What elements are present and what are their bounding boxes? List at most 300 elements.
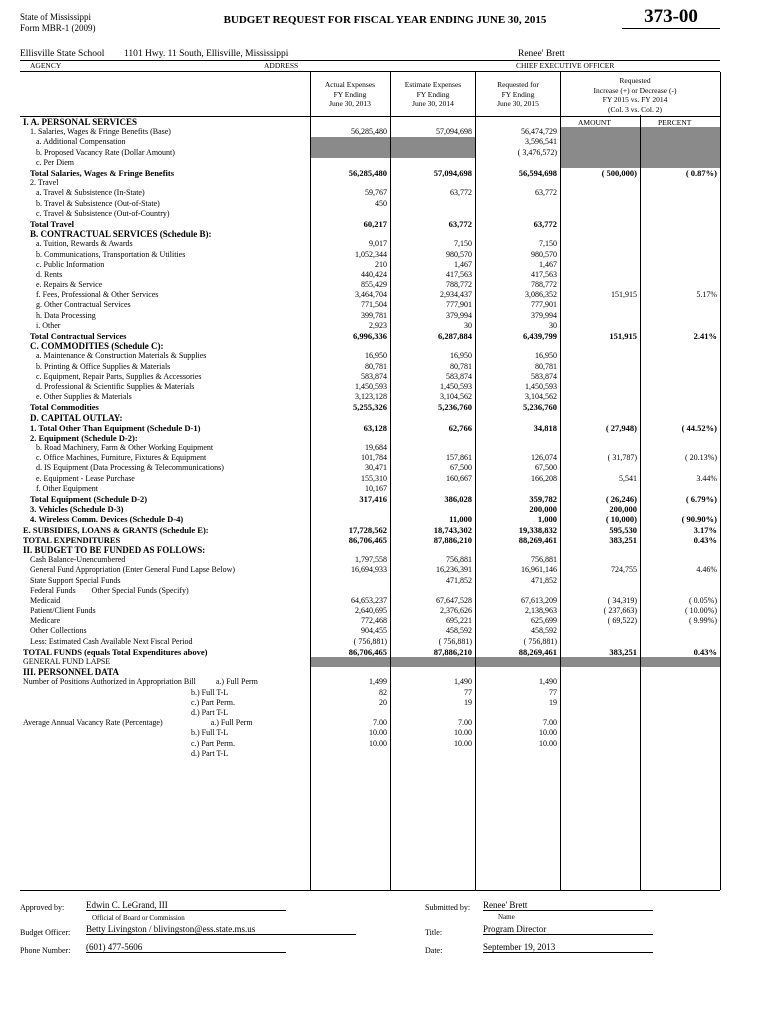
change-percent: 5.17% [696, 290, 717, 300]
change-percent: ( 6.79%) [685, 494, 717, 505]
actual-2013: 3,123,128 [355, 392, 387, 402]
table-row [20, 260, 720, 270]
requested-2015: 67,613,209 [521, 595, 557, 605]
change-amount [560, 117, 640, 127]
form-id: Form MBR-1 (2009) [20, 23, 96, 33]
table-row [20, 158, 720, 168]
actual-2013 [310, 667, 390, 677]
row-label: f. Fees, Professional & Other Services [36, 290, 159, 300]
row-label: a. Additional Compensation [36, 137, 126, 147]
estimate-2014: 583,874 [446, 371, 472, 381]
row-label: b. Printing & Office Supplies & Materials [36, 361, 171, 371]
requested-2015: 166,208 [531, 473, 557, 483]
requested-2015: 63,772 [533, 218, 557, 229]
actual-2013: 7.00 [373, 718, 387, 728]
estimate-2014: 67,647,528 [436, 595, 472, 605]
actual-2013 [310, 158, 390, 168]
change-amount [560, 249, 640, 259]
requested-2015 [475, 412, 560, 422]
title-label: Title: [425, 928, 443, 937]
state-name: State of Mississippi [20, 12, 92, 22]
estimate-2014 [390, 667, 475, 677]
row-label: 1. Salaries, Wages & Fringe Benefits (Base) [30, 127, 171, 137]
requested-2015: 625,699 [531, 616, 557, 626]
change-percent [640, 637, 720, 647]
table-row [20, 351, 720, 361]
actual-2013: 399,781 [361, 310, 387, 320]
change-amount [560, 199, 640, 209]
table-row [20, 290, 720, 300]
requested-2015: 1,490 [539, 677, 557, 687]
actual-2013: 10.00 [369, 728, 387, 738]
table-row [20, 606, 720, 616]
actual-2013: 16,694,933 [351, 565, 387, 575]
row-label: 3. Vehicles (Schedule D-3) [30, 504, 124, 515]
requested-2015: ( 756,881) [523, 636, 557, 646]
requested-2015: 756,881 [531, 555, 557, 565]
change-percent [640, 667, 720, 677]
actual-2013: 440,424 [361, 269, 387, 279]
change-percent: 2.41% [693, 331, 717, 342]
estimate-2014: 386,028 [444, 494, 472, 505]
change-percent [640, 749, 720, 759]
row-label: 2. Travel [30, 178, 59, 188]
estimate-2014: 16,950 [450, 351, 472, 361]
change-amount: ( 500,000) [601, 168, 637, 179]
row-label: b. Road Machinery, Farm & Other Working Equipment [36, 443, 214, 453]
requested-2015: 19 [549, 697, 557, 707]
change-percent: ( 44.52%) [681, 422, 717, 433]
change-percent [640, 229, 720, 239]
name-label: Name [498, 913, 515, 921]
table-row [20, 117, 720, 127]
submitter-title: Program Director [483, 924, 653, 935]
actual-2013 [310, 545, 390, 555]
estimate-2014 [390, 229, 475, 239]
agency-address: 1101 Hwy. 11 South, Ellisville, Mississippi [124, 49, 289, 59]
table-row [20, 718, 720, 728]
row-label: E. SUBSIDIES, LOANS & GRANTS (Schedule E): [23, 524, 209, 535]
requested-2015 [475, 341, 560, 351]
actual-2013: 583,874 [361, 371, 387, 381]
estimate-2014 [390, 117, 475, 127]
table-row [20, 677, 720, 687]
change-amount: ( 27,948) [605, 422, 637, 433]
row-label: e. Repairs & Service [36, 280, 103, 290]
change-percent [640, 555, 720, 565]
actual-2013: 772,468 [361, 616, 387, 626]
table-row [20, 626, 720, 636]
actual-2013 [310, 586, 390, 596]
actual-2013: 101,784 [361, 453, 387, 463]
row-label: e. Equipment - Lease Purchase [36, 473, 135, 483]
row-label: a. Maintenance & Construction Materials & Supplies [36, 351, 207, 361]
requested-2015: 3,596,541 [525, 137, 557, 147]
change-amount [560, 667, 640, 677]
table-row [20, 514, 720, 524]
change-percent [640, 586, 720, 596]
requested-2015: 359,782 [529, 494, 557, 505]
table-row [20, 596, 720, 606]
row-label: 4. Wireless Comm. Devices (Schedule D-4) [30, 514, 184, 525]
actual-2013: 904,455 [361, 626, 387, 636]
actual-2013: 30,471 [365, 463, 387, 473]
table-row [20, 412, 720, 422]
approved-label: Approved by: [20, 903, 65, 912]
row-label: f. Other Equipment [36, 483, 98, 493]
change-percent [640, 280, 720, 290]
change-amount: 151,915 [609, 331, 637, 342]
table-row [20, 229, 720, 239]
requested-2015: 10.00 [539, 738, 557, 748]
estimate-2014: 10.00 [454, 738, 472, 748]
estimate-2014 [390, 341, 475, 351]
estimate-2014: 77 [464, 687, 472, 697]
actual-2013: 56,285,480 [348, 168, 387, 179]
change-percent [640, 148, 720, 158]
actual-2013: 10.00 [369, 738, 387, 748]
phone-label: Phone Number: [20, 946, 71, 955]
actual-2013 [310, 412, 390, 422]
change-percent [640, 270, 720, 280]
requested-2015: 1,450,593 [525, 381, 557, 391]
row-label: b. Travel & Subsistence (Out-of-State) [36, 198, 160, 208]
estimate-2014: 1,490 [454, 677, 472, 687]
change-amount [560, 626, 640, 636]
change-amount: 383,251 [609, 534, 637, 545]
table-row [20, 647, 720, 657]
change-percent [640, 677, 720, 687]
table-row [20, 453, 720, 463]
row-label: D. CAPITAL OUTLAY: [30, 412, 123, 423]
change-percent: 0.43% [693, 646, 717, 657]
row-label: Total Contractual Services [30, 331, 127, 342]
row-label: State Support Special Funds [30, 575, 121, 585]
change-percent [640, 575, 720, 585]
table-row [20, 423, 720, 433]
requested-2015 [475, 158, 560, 168]
change-amount [560, 718, 640, 728]
table-row [20, 331, 720, 341]
actual-2013: 3,464,704 [355, 290, 387, 300]
row-label: Total Commodities [30, 402, 99, 413]
estimate-2014 [390, 412, 475, 422]
phone-number: (601) 477-5606 [86, 942, 286, 953]
change-percent [640, 402, 720, 412]
actual-2013 [310, 148, 390, 158]
actual-2013: 450 [375, 198, 387, 208]
table-row [20, 738, 720, 748]
table-row [20, 565, 720, 575]
row-label: B. CONTRACTUAL SERVICES (Schedule B): [30, 229, 212, 240]
change-amount [560, 392, 640, 402]
change-percent [640, 392, 720, 402]
change-percent [640, 351, 720, 361]
date-label: Date: [425, 946, 443, 955]
official-label: Official of Board or Commission [92, 914, 185, 922]
table-row [20, 392, 720, 402]
estimate-2014: 2,934,437 [440, 290, 472, 300]
change-percent [640, 463, 720, 473]
row-label: b. Communications, Transportation & Utilities [36, 249, 186, 259]
change-percent [640, 372, 720, 382]
requested-2015: 16,950 [535, 351, 557, 361]
change-percent [640, 443, 720, 453]
actual-2013: 80,781 [365, 361, 387, 371]
change-percent [640, 545, 720, 555]
change-amount: ( 10,000) [605, 514, 637, 525]
row-label: Federal Funds Other Special Funds (Specify) [30, 585, 189, 595]
estimate-2014 [390, 137, 475, 147]
actual-2013: 17,728,562 [348, 524, 387, 535]
actual-2013: 1,797,558 [355, 555, 387, 565]
change-percent [640, 260, 720, 270]
table-row [20, 199, 720, 209]
row-label: c. Travel & Subsistence (Out-of-Country) [36, 208, 170, 218]
change-amount: ( 69,522) [607, 616, 637, 626]
table-row [20, 300, 720, 310]
requested-2015: 7,150 [539, 239, 557, 249]
actual-2013: 60,217 [363, 218, 387, 229]
actual-2013: 19,684 [365, 443, 387, 453]
percent-header: PERCENT [658, 118, 692, 127]
actual-2013: 317,416 [359, 494, 387, 505]
requested-2015: 19,338,832 [518, 524, 557, 535]
change-amount: ( 26,246) [605, 494, 637, 505]
estimate-2014: 471,852 [446, 575, 472, 585]
requested-2015: 200,000 [529, 504, 557, 515]
row-label: h. Data Processing [36, 310, 96, 320]
row-label: Medicare [30, 616, 61, 626]
change-amount [560, 280, 640, 290]
change-amount [560, 677, 640, 687]
form-number: 373-00 [622, 6, 720, 29]
row-label: Less: Estimated Cash Available Next Fiscal Period [30, 636, 193, 646]
table-row [20, 525, 720, 535]
table-row [20, 484, 720, 494]
row-label: c.) Part Perm. [23, 738, 235, 748]
estimate-2014: 417,563 [446, 269, 472, 279]
table-row [20, 137, 720, 147]
requested-2015: 3,104,562 [525, 392, 557, 402]
table-row [20, 382, 720, 392]
actual-2013: 63,128 [363, 422, 387, 433]
change-amount [560, 260, 640, 270]
estimate-2014 [390, 209, 475, 219]
requested-2015 [475, 708, 560, 718]
estimate-2014 [390, 657, 475, 667]
approved-by: Edwin C. LeGrand, III [86, 900, 286, 911]
estimate-2014: 62,766 [448, 422, 472, 433]
actual-2013: 771,504 [361, 300, 387, 310]
col-estimate-header: Estimate Expenses FY Ending June 30, 2014 [404, 80, 462, 108]
budget-officer: Betty Livingston / blivingston@ess.state.ms.us [86, 924, 356, 935]
change-percent [640, 728, 720, 738]
estimate-2014: ( 756,881) [438, 636, 472, 646]
requested-2015: 30 [549, 320, 557, 330]
change-amount [560, 178, 640, 188]
change-amount [560, 158, 640, 168]
table-row [20, 555, 720, 565]
actual-2013: 86,706,465 [348, 646, 387, 657]
estimate-2014 [390, 178, 475, 188]
estimate-2014: 18,743,302 [433, 524, 472, 535]
estimate-2014 [390, 749, 475, 759]
estimate-2014 [390, 708, 475, 718]
actual-2013: 16,950 [365, 351, 387, 361]
requested-2015: 980,570 [531, 249, 557, 259]
change-amount [560, 382, 640, 392]
requested-2015: 88,269,461 [518, 646, 557, 657]
row-label: a. Tuition, Rewards & Awards [36, 239, 133, 249]
table-row [20, 249, 720, 259]
estimate-2014: 57,094,698 [433, 168, 472, 179]
table-row [20, 127, 720, 137]
change-percent [640, 209, 720, 219]
row-label: Average Annual Vacancy Rate (Percentage) a.) Full Perm [23, 718, 253, 728]
ceo-label: CHIEF EXECUTIVE OFFICER [516, 61, 615, 70]
actual-2013 [310, 433, 390, 443]
row-label: c. Equipment, Repair Parts, Supplies & Accessories [36, 371, 202, 381]
change-percent [640, 688, 720, 698]
requested-2015: 63,772 [535, 188, 557, 198]
requested-2015: 77 [549, 687, 557, 697]
table-row [20, 341, 720, 351]
change-percent [640, 708, 720, 718]
budget-table [20, 117, 720, 759]
table-row [20, 178, 720, 188]
row-label: e. Other Supplies & Materials [36, 392, 132, 402]
requested-2015: 6,439,799 [523, 331, 557, 342]
requested-2015 [475, 484, 560, 494]
col-change-header: Requested Increase (+) or Decrease (-) FY 2015 vs. FY 2014 (Col. 3 vs. Col. 2) [593, 76, 677, 114]
estimate-2014: 7,150 [454, 239, 472, 249]
change-amount: ( 31,787) [607, 453, 637, 463]
table-row [20, 545, 720, 555]
change-percent [640, 341, 720, 351]
row-label: c.) Part Perm. [23, 697, 235, 707]
change-percent [640, 249, 720, 259]
requested-2015: 56,594,698 [518, 168, 557, 179]
requested-2015 [475, 433, 560, 443]
table-row [20, 586, 720, 596]
row-label: i. Other [36, 320, 61, 330]
change-amount [560, 688, 640, 698]
change-amount [560, 229, 640, 239]
row-label: b. Proposed Vacancy Rate (Dollar Amount) [36, 147, 175, 157]
change-percent: ( 90.90%) [681, 514, 717, 525]
row-label: g. Other Contractual Services [36, 300, 131, 310]
table-row [20, 637, 720, 647]
estimate-2014: 67,500 [450, 463, 472, 473]
change-amount [560, 708, 640, 718]
requested-2015 [475, 199, 560, 209]
estimate-2014 [390, 199, 475, 209]
submitted-by: Renee' Brett [483, 900, 653, 911]
change-amount [560, 412, 640, 422]
actual-2013 [310, 229, 390, 239]
estimate-2014: 6,287,884 [438, 331, 472, 342]
estimate-2014 [390, 484, 475, 494]
change-amount [560, 137, 640, 147]
change-amount [560, 372, 640, 382]
actual-2013: 59,767 [365, 188, 387, 198]
estimate-2014: 1,467 [454, 259, 472, 269]
estimate-2014: 157,861 [446, 453, 472, 463]
change-amount [560, 484, 640, 494]
change-amount [560, 433, 640, 443]
change-percent: 3.17% [693, 524, 717, 535]
row-label: Other Collections [30, 626, 87, 636]
estimate-2014: 160,667 [446, 473, 472, 483]
change-percent [640, 626, 720, 636]
change-percent [640, 321, 720, 331]
actual-2013: 155,310 [361, 473, 387, 483]
change-percent [640, 484, 720, 494]
table-row [20, 209, 720, 219]
actual-2013: ( 756,881) [353, 636, 387, 646]
change-percent [640, 698, 720, 708]
requested-2015: 1,467 [539, 259, 557, 269]
amount-header: AMOUNT [578, 118, 611, 127]
row-label: TOTAL FUNDS (equals Total Expenditures above) [23, 646, 208, 657]
change-amount [560, 321, 640, 331]
change-amount: 724,755 [611, 565, 637, 575]
col-requested-header: Requested for FY Ending June 30, 2015 [497, 80, 539, 108]
change-amount [560, 749, 640, 759]
requested-2015: 379,994 [531, 310, 557, 320]
table-row [20, 321, 720, 331]
actual-2013 [310, 504, 390, 514]
table-row [20, 188, 720, 198]
change-amount: ( 34,319) [607, 595, 637, 605]
row-label: b.) Full T-L [23, 687, 229, 697]
change-percent [640, 311, 720, 321]
page-title: BUDGET REQUEST FOR FISCAL YEAR ENDING JUNE 30, 2015 [223, 14, 547, 26]
change-amount: 151,915 [611, 290, 637, 300]
change-percent: 4.46% [696, 565, 717, 575]
row-label: 1. Total Other Than Equipment (Schedule D-1) [30, 422, 201, 433]
estimate-2014: 756,881 [446, 555, 472, 565]
estimate-2014: 777,901 [446, 300, 472, 310]
row-label: c. Per Diem [36, 157, 74, 167]
row-label: 2. Equipment (Schedule D-2): [30, 432, 138, 443]
estimate-2014: 980,570 [446, 249, 472, 259]
requested-2015 [475, 545, 560, 555]
submitted-label: Submitted by: [425, 903, 471, 912]
requested-2015 [475, 657, 560, 667]
requested-2015: 7.00 [543, 718, 557, 728]
estimate-2014: 1,450,593 [440, 381, 472, 391]
row-label: d. IS Equipment (Data Processing & Telecommunications) [36, 463, 224, 473]
actual-2013: 56,285,480 [351, 127, 387, 137]
change-amount [560, 351, 640, 361]
estimate-2014: 11,000 [449, 514, 472, 525]
estimate-2014 [390, 433, 475, 443]
requested-2015: 80,781 [535, 361, 557, 371]
requested-2015: 583,874 [531, 371, 557, 381]
estimate-2014: 7.00 [458, 718, 472, 728]
actual-2013 [310, 178, 390, 188]
table-row [20, 311, 720, 321]
requested-2015: 34,818 [533, 422, 557, 433]
table-row [20, 280, 720, 290]
actual-2013: 10,167 [365, 483, 387, 493]
requested-2015: 2,138,963 [525, 606, 557, 616]
submit-date: September 19, 2013 [483, 942, 653, 953]
estimate-2014: 57,094,698 [436, 127, 472, 137]
requested-2015: ( 3,476,572) [517, 147, 557, 157]
